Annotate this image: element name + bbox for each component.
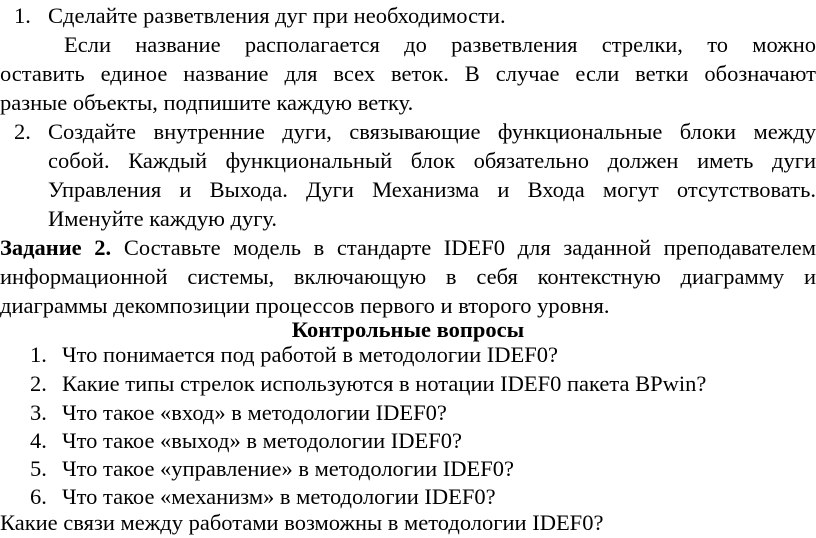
paragraph-line-1: Если название располагается до разветвления стрелки, то можно xyxy=(64,32,816,57)
question-number: 2. xyxy=(30,371,47,396)
questions-heading: Контрольные вопросы xyxy=(291,317,525,342)
question-number: 4. xyxy=(30,428,47,453)
question-6 xyxy=(30,483,496,512)
task2-text-1: Составьте модель в стандарте IDEF0 для заданной преподавателем xyxy=(123,235,816,260)
list-item-2-line-2: собой. Каждый функциональный блок обязательно должен иметь дуги xyxy=(48,148,816,173)
list-item-2-number: 2. xyxy=(14,119,31,144)
paragraph-line-2: оставить единое название для всех веток. В случае если ветки обозначают xyxy=(0,61,816,86)
question-number: 1. xyxy=(30,342,47,367)
list-item-text: Сделайте разветвления дуг при необходимости. xyxy=(48,3,506,28)
task2-line-1 xyxy=(0,234,816,263)
question-text: Что такое «управление» в методологии IDEF0? xyxy=(62,456,514,481)
question-number: 5. xyxy=(30,456,47,481)
list-item-2-line-1: Создайте внутренние дуги, связывающие функциональные блоки между xyxy=(48,119,816,144)
question-text: Что понимается под работой в методологии IDEF0? xyxy=(62,342,558,367)
questions-last-line: Какие связи между работами возможны в методологии IDEF0? xyxy=(0,510,604,535)
question-1 xyxy=(30,341,558,370)
task2-line-3: диаграммы декомпозиции процессов первого и второго уровня. xyxy=(0,293,610,318)
question-number: 6. xyxy=(30,484,47,509)
question-3 xyxy=(30,399,447,428)
question-4 xyxy=(30,427,462,456)
question-text: Какие типы стрелок используются в нотации IDEF0 пакета BPwin? xyxy=(62,371,707,396)
list-item-2-line-4: Именуйте каждую дугу. xyxy=(48,206,278,231)
question-text: Что такое «вход» в методологии IDEF0? xyxy=(62,400,447,425)
question-text: Что такое «выход» в методологии IDEF0? xyxy=(62,428,463,453)
paragraph-line-3: разные объекты, подпишите каждую ветку. xyxy=(0,90,414,115)
question-2 xyxy=(30,370,706,399)
task2-line-2: информационной системы, включающую в себя контекстную диаграмму и xyxy=(0,264,816,289)
question-text: Что такое «механизм» в методологии IDEF0? xyxy=(62,484,496,509)
list-item-2-line-3: Управления и Выхода. Дуги Механизма и Входа могут отсутствовать. xyxy=(48,177,816,202)
list-item-1 xyxy=(14,2,506,31)
list-item-number: 1. xyxy=(14,3,31,28)
task2-label: Задание 2. xyxy=(0,235,112,260)
question-number: 3. xyxy=(30,400,47,425)
question-5 xyxy=(30,455,514,484)
